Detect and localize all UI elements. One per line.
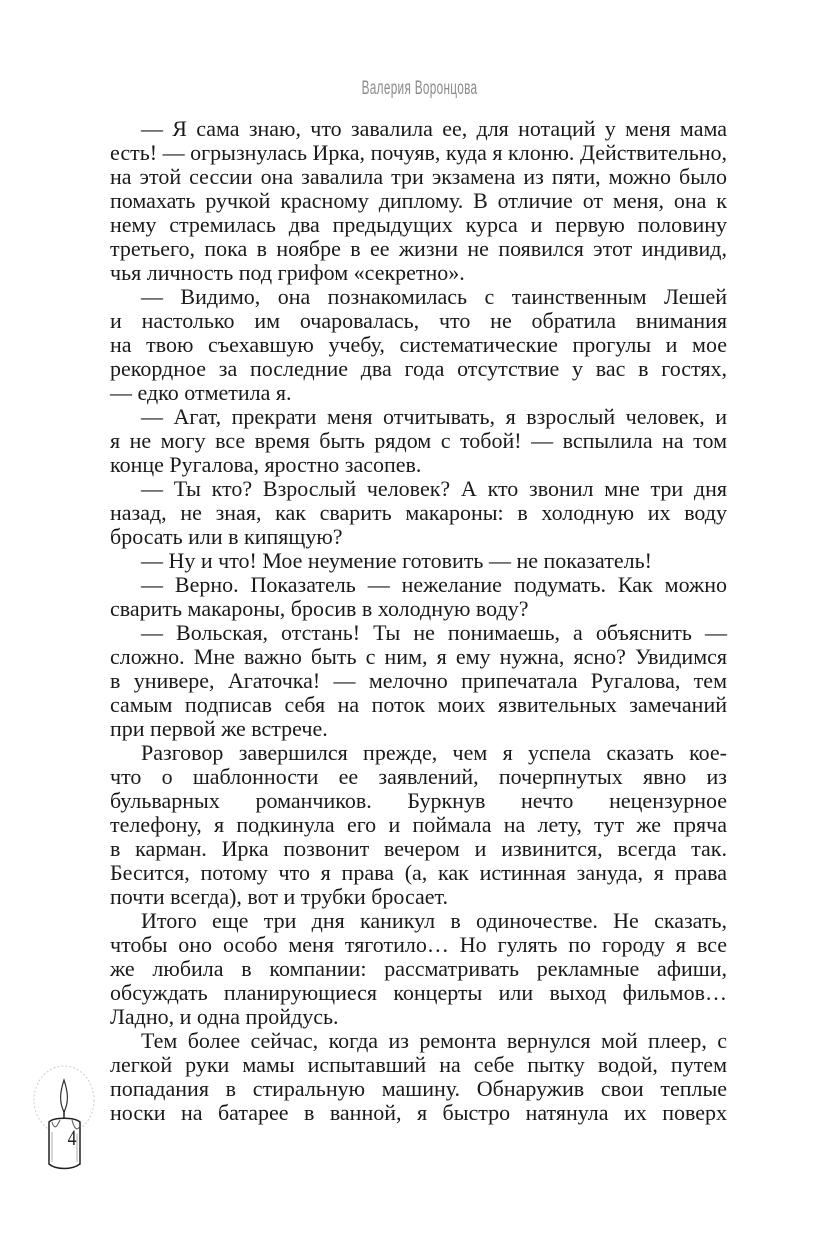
text-line: бульварных романчиков. Буркнув нечто нецензурное (110, 788, 727, 813)
text-line: носки на батарее в ванной, я быстро натянула их поверх (110, 1100, 727, 1125)
text-line: в универе, Агаточка! — мелочно припечатала Ругалова, тем (110, 668, 727, 693)
text-line: — Видимо, она познакомилась с таинственным Лешей (141, 284, 727, 309)
text-line: на твою съехавшую учебу, систематические прогулы и мое (110, 332, 727, 357)
text-line: чья личность под грифом «секретно». (110, 260, 465, 285)
text-line: — Я сама знаю, что завалила ее, для нотаций у меня мама (141, 116, 727, 141)
text-line: в карман. Ирка позвонит вечером и извинится, всегда так. (110, 836, 727, 861)
text-line: почти всегда), вот и трубки бросает. (110, 884, 448, 909)
text-line: что о шаблонности ее заявлений, почерпнутых явно из (110, 764, 727, 789)
text-line: рекордное за последние два года отсутствие у вас в гостях, (110, 356, 727, 381)
text-line: телефону, я подкинула его и поймала на лету, тут же пряча (110, 812, 727, 837)
running-header-author: Валерия Воронцова (361, 78, 478, 99)
text-line: есть! — огрызнулась Ирка, почуяв, куда я клоню. Действительно, (110, 140, 727, 165)
text-line: Бесится, потому что я права (а, как истинная зануда, я права (110, 860, 727, 885)
text-line: Тем более сейчас, когда из ремонта вернулся мой плеер, с (141, 1028, 727, 1053)
text-line: третьего, пока в ноябре в ее жизни не появился этот индивид, (110, 236, 727, 261)
text-line: Ладно, и одна пройдусь. (110, 1004, 339, 1029)
text-line: — Вольская, отстань! Ты не понимаешь, а объяснить — (141, 620, 727, 645)
text-line: помахать ручкой красному диплому. В отличие от меня, она к (110, 188, 727, 213)
text-line: бросать или в кипящую? (110, 524, 343, 549)
text-line: — Ты кто? Взрослый человек? А кто звонил мне три дня (141, 476, 727, 501)
text-line: сварить макароны, бросив в холодную воду? (110, 596, 529, 621)
text-line: же любила в компании: рассматривать рекламные афиши, (110, 956, 727, 981)
text-line: — едко отметила я. (110, 380, 292, 405)
text-line: сложно. Мне важно быть с ним, я ему нужна, ясно? Увидимся (110, 644, 727, 669)
text-line: чтобы оно особо меня тяготило… Но гулять по городу я все (110, 932, 727, 957)
text-line: назад, не зная, как сварить макароны: в холодную их воду (110, 500, 727, 525)
text-line: Разговор завершился прежде, чем я успела сказать кое- (141, 740, 727, 765)
text-line: легкой руки мамы испытавший на себе пытку водой, путем (110, 1052, 727, 1077)
text-line: — Верно. Показатель — нежелание подумать. Как можно (141, 572, 727, 597)
text-line: Итого еще три дня каникул в одиночестве. Не сказать, (141, 908, 727, 933)
text-line: при первой же встрече. (110, 716, 328, 741)
text-line: обсуждать планирующиеся концерты или выход фильмов… (110, 980, 727, 1005)
text-line: — Ну и что! Мое неумение готовить — не показатель! (141, 548, 652, 573)
candle-icon (22, 1062, 102, 1172)
text-line: попадания в стиральную машину. Обнаружив свои теплые (110, 1076, 727, 1101)
body-text (110, 117, 727, 1125)
page-number: 4 (67, 1125, 77, 1150)
text-line: нему стремилась два предыдущих курса и первую половину (110, 212, 727, 237)
text-line: на этой сессии она завалила три экзамена из пяти, можно было (110, 164, 727, 189)
text-line: я не могу все время быть рядом с тобой! — вспылила на том (110, 428, 727, 453)
text-line: самым подписав себя на поток моих язвительных замечаний (110, 692, 727, 717)
text-line: и настолько им очаровалась, что не обратила внимания (110, 308, 727, 333)
text-line: — Агат, прекрати меня отчитывать, я взрослый человек, и (141, 404, 727, 429)
text-line: конце Ругалова, яростно засопев. (110, 452, 422, 477)
